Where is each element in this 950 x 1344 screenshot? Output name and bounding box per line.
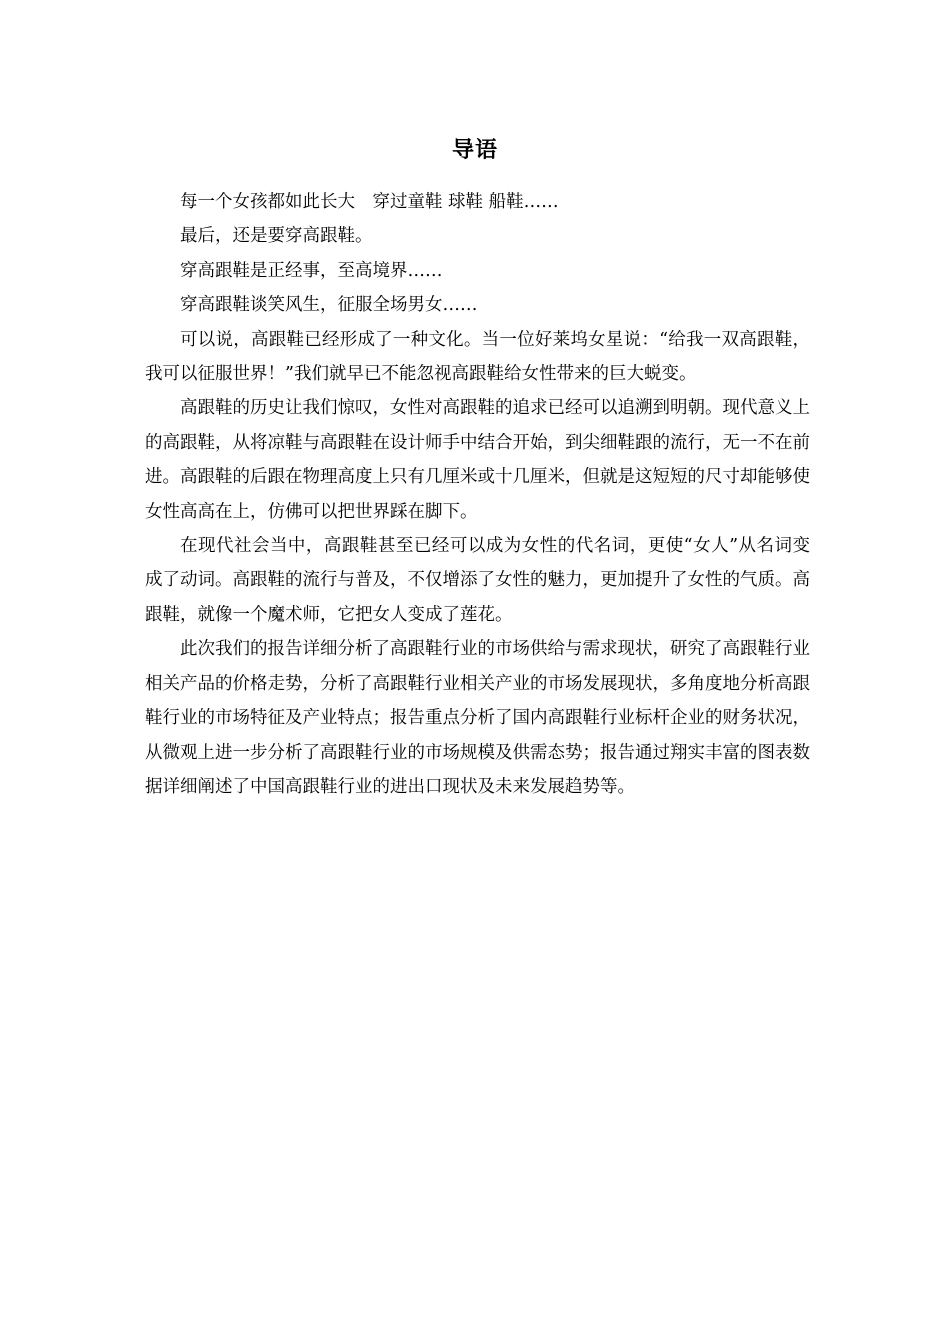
paragraph: 此次我们的报告详细分析了高跟鞋行业的市场供给与需求现状，研究了高跟鞋行业相关产品的价格走势，分析了高跟鞋行业相关产业的市场发展现状，多角度地分析高跟鞋行业的市场特征及产业特点；报告重点分析了国内高跟鞋行业标杆企业的财务状况，从微观上进一步分析了高跟鞋行业的市场规模及供需态势；报告通过翔实丰富的图表数据详细阐述了中国高跟鞋行业的进出口现状及未来发展趋势等。 — [145, 639, 810, 797]
paragraph: 高跟鞋的历史让我们惊叹，女性对高跟鞋的追求已经可以追溯到明朝。现代意义上的高跟鞋，从将凉鞋与高跟鞋在设计师手中结合开始，到尖细鞋跟的流行，无一不在前进。高跟鞋的后跟在物理高度上只有几厘米或十几厘米，但就是这短短的尺寸却能够使女性高高在上，仿佛可以把世界踩在脚下。 — [145, 398, 810, 522]
paragraph: 每一个女孩都如此长大 穿过童鞋 球鞋 船鞋…… — [180, 192, 559, 212]
paragraph: 最后，还是要穿高跟鞋。 — [180, 226, 373, 247]
page-title: 导语 — [451, 138, 498, 163]
paragraph: 可以说，高跟鞋已经形成了一种文化。当一位好莱坞女星说：“给我一双高跟鞋，我可以征服世界！”我们就早已不能忽视高跟鞋给女性带来的巨大蜕变。 — [145, 329, 810, 385]
paragraph: 穿高跟鞋是正经事，至高境界…… — [180, 260, 443, 281]
body-text — [145, 185, 810, 804]
paragraph: 在现代社会当中，高跟鞋甚至已经可以成为女性的代名词，更使“女人”从名词变成了动词。高跟鞋的流行与普及，不仅增添了女性的魅力，更加提升了女性的气质。高跟鞋，就像一个魔术师，它把女人变成了莲花。 — [145, 536, 810, 625]
paragraph: 穿高跟鞋谈笑风生，征服全场男女…… — [180, 295, 478, 316]
